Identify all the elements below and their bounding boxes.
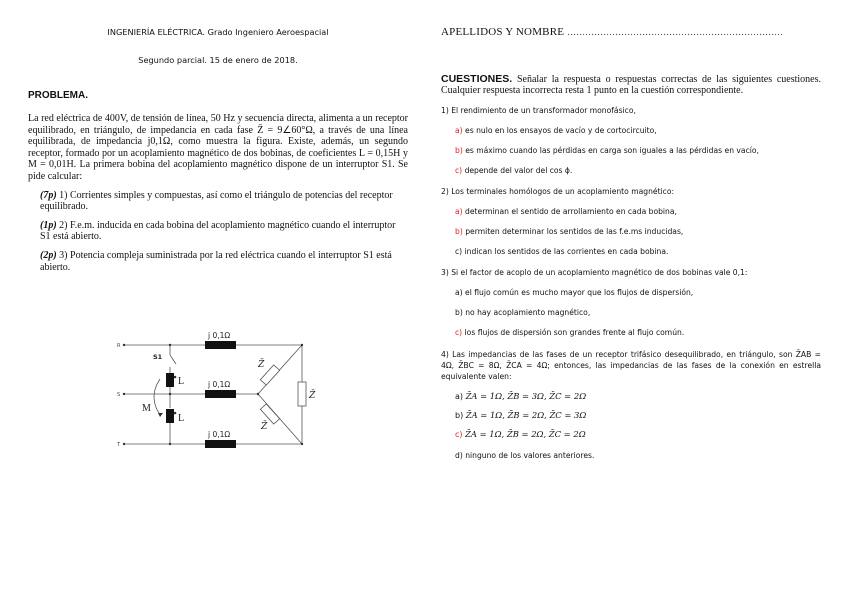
problem-item-1 xyxy=(28,190,408,213)
label-z-vertical: Z̄ xyxy=(309,391,316,401)
problem-statement: La red eléctrica de 400V, de tensión de línea, 50 Hz y secuencia directa, alimenta a un receptor equilibrado, en triángulo, de impedancia en cada fase Z̄ = 9∠60°Ω, a través de una línea equilibrada, de impedancia j0,1Ω, como muestra la figura. Existe, además, un segundo receptor, formado por un acoplamiento magnético de dos bobinas, de coeficientes L = 0,15H y M = 0,01H. La primera bobina del acoplamiento magnético dispone de un interruptor S1. Se pide calcular: xyxy=(28,113,408,182)
questions-title: CUESTIONES. xyxy=(441,73,513,85)
label-imp-t: j 0,1Ω xyxy=(208,430,231,439)
q4-a-text: Z̄A = 1Ω, Z̄B = 3Ω, Z̄C = 2Ω xyxy=(465,390,587,401)
q2-option-a xyxy=(441,207,821,216)
node-coil-bot xyxy=(169,443,171,445)
item-3-points: (2p) xyxy=(40,249,57,261)
problem-item-3 xyxy=(28,250,408,273)
q2-a-text: determinan el sentido de arrollamiento en cada bobina, xyxy=(465,206,677,216)
q2-b-text: permiten determinar los sentidos de las f.e.ms inducidas, xyxy=(465,226,684,236)
left-column xyxy=(28,26,408,273)
item-2-points: (1p) xyxy=(40,219,57,231)
line-impedance-r xyxy=(205,341,236,349)
label-z-upper: Z̄ xyxy=(258,360,265,370)
q3-a-letter: a) xyxy=(455,287,463,297)
label-imp-r: j 0,1Ω xyxy=(208,331,231,340)
line-impedance-t xyxy=(205,440,236,448)
q2-option-c xyxy=(441,247,821,256)
q4-d-letter: d) xyxy=(455,450,463,460)
question-3: 3) Si el factor de acoplo de un acoplamiento magnético de dos bobinas vale 0,1: xyxy=(441,267,748,277)
q1-a-text: es nulo en los ensayos de vacío y de cortocircuito, xyxy=(465,125,657,135)
q4-option-d xyxy=(441,451,821,460)
question-4: 4) Las impedancias de las fases de un receptor trifásico desequilibrado, en triángulo, son Z̄AB = 4Ω, Z̄BC = 8Ω, Z̄CA = 4Ω; entonces, las impedancias de las fases de la conexión en estrella equivalente valen: xyxy=(441,349,821,381)
label-switch-s1: S1 xyxy=(153,353,163,361)
circuit-diagram xyxy=(90,331,340,457)
name-field-dots: ……………………………………………………………… xyxy=(567,27,784,37)
label-z-lower: Z̄ xyxy=(261,422,268,432)
name-field-label: APELLIDOS Y NOMBRE xyxy=(441,26,565,38)
label-coil-2: L xyxy=(178,413,185,424)
coil-1 xyxy=(166,373,174,387)
q1-b-text: es máximo cuando las pérdidas en carga son iguales a las pérdidas en vacío, xyxy=(465,145,759,155)
q4-b-letter: b) xyxy=(455,410,464,420)
item-1-text: 1) Corrientes simples y compuestas, así como el triángulo de potencias del receptor equilibrado. xyxy=(40,189,393,213)
mutual-arc xyxy=(154,379,160,415)
q1-option-b xyxy=(441,146,821,155)
coil-2 xyxy=(166,409,174,423)
name-field xyxy=(441,26,821,38)
label-s: S xyxy=(117,392,121,398)
q3-option-a xyxy=(441,288,821,297)
q1-option-c xyxy=(441,166,821,175)
header-course: INGENIERÍA ELÉCTRICA. Grado Ingeniero Aeroespacial xyxy=(107,27,329,37)
q4-option-b xyxy=(441,410,821,420)
node-delta-r xyxy=(301,344,303,346)
q4-option-c xyxy=(441,429,821,439)
item-2-text: 2) F.e.m. inducida en cada bobina del acoplamiento magnético cuando el interruptor S1 está abierto. xyxy=(40,219,396,243)
q3-a-text: el flujo común es mucho mayor que los flujos de dispersión, xyxy=(465,287,694,297)
q3-option-c xyxy=(441,328,821,337)
node-coil-top xyxy=(169,344,171,346)
questions-intro xyxy=(441,74,821,97)
delta-branch-1 xyxy=(258,345,302,394)
q2-c-letter: c) xyxy=(455,246,463,256)
question-1: 1) El rendimiento de un transformador monofásico, xyxy=(441,105,636,115)
label-t: T xyxy=(117,442,121,448)
line-impedance-s xyxy=(205,390,236,398)
label-r: R xyxy=(117,343,121,349)
questions-instructions: Señalar la respuesta o respuestas correctas de las siguientes cuestiones. Cualquier respuesta incorrecta resta 1 punto en la cuestión correspondiente. xyxy=(441,74,822,96)
dot-coil-2 xyxy=(174,412,177,415)
label-coil-1: L xyxy=(178,376,185,387)
q2-option-b xyxy=(441,227,821,236)
q1-b-letter: b) xyxy=(455,145,463,155)
header-exam-date: Segundo parcial. 15 de enero de 2018. xyxy=(138,55,298,65)
node-coil-mid xyxy=(169,393,171,395)
node-t xyxy=(123,443,125,445)
node-delta-s xyxy=(257,393,259,395)
q1-option-a xyxy=(441,126,821,135)
mutual-arrow xyxy=(158,413,163,417)
node-delta-t xyxy=(301,443,303,445)
q2-a-letter: a) xyxy=(455,206,463,216)
dot-coil-1 xyxy=(174,376,177,379)
q3-b-text: no hay acoplamiento magnético, xyxy=(465,307,591,317)
node-r xyxy=(123,344,125,346)
q4-c-text: Z̄A = 1Ω, Z̄B = 2Ω, Z̄C = 2Ω xyxy=(465,428,586,439)
q2-b-letter: b) xyxy=(455,226,463,236)
label-imp-s: j 0,1Ω xyxy=(208,380,231,389)
node-s xyxy=(123,393,125,395)
q2-c-text: indican los sentidos de las corrientes en cada bobina. xyxy=(464,246,669,256)
q3-b-letter: b) xyxy=(455,307,463,317)
problem-item-2 xyxy=(28,220,408,243)
q4-option-a xyxy=(441,391,821,401)
q1-c-text: depende del valor del cos ϕ. xyxy=(464,165,573,175)
q1-a-letter: a) xyxy=(455,125,463,135)
q1-c-letter: c) xyxy=(455,165,463,175)
right-column xyxy=(441,26,821,460)
q4-c-letter: c) xyxy=(455,429,463,439)
q4-d-text: ninguno de los valores anteriores. xyxy=(465,450,595,460)
delta-impedance-vertical xyxy=(298,382,306,406)
q3-c-text: los flujos de dispersión son grandes frente al flujo común. xyxy=(464,327,685,337)
question-2: 2) Los terminales homólogos de un acoplamiento magnético: xyxy=(441,186,675,196)
q4-a-letter: a) xyxy=(455,391,464,401)
q3-option-b xyxy=(441,308,821,317)
switch-s1-blade xyxy=(170,355,176,364)
item-1-points: (7p) xyxy=(40,189,57,201)
delta-branch-2 xyxy=(258,394,302,444)
q3-c-letter: c) xyxy=(455,327,463,337)
label-mutual: M xyxy=(142,403,151,414)
problem-title: PROBLEMA. xyxy=(28,90,88,101)
item-3-text: 3) Potencia compleja suministrada por la red eléctrica cuando el interruptor S1 está abierto. xyxy=(40,249,392,273)
q4-b-text: Z̄A = 1Ω, Z̄B = 2Ω, Z̄C = 3Ω xyxy=(465,409,587,420)
